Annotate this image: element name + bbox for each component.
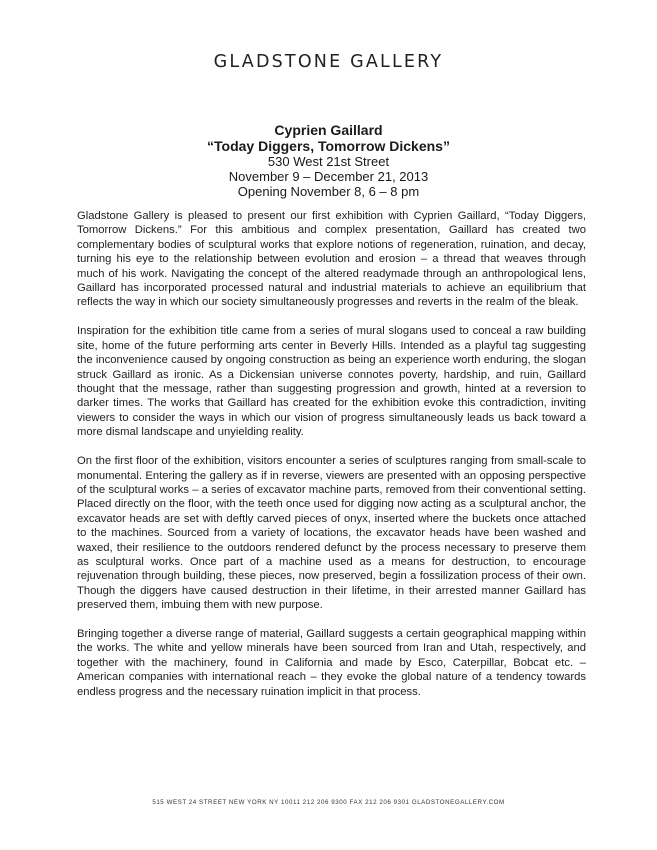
exhibition-header [0,122,657,199]
opening-reception: Opening November 8, 6 – 8 pm [237,184,420,199]
gallery-logo: GLADSTONE GALLERY [213,52,444,72]
body-paragraph: On the first floor of the exhibition, visitors encounter a series of sculptures ranging from small-scale to monumental. Entering the gallery as if in reverse, viewers are presented with an opposing perspective of the sculptural works – a series of excavator machine parts, removed from their conventional setting. Placed directly on the floor, with the teeth once used for digging now acting as a sculptural anchor, the excavator heads are set with deftly carved pieces of onyx, inserted where the buckets once attached to the machines. Sourced from a variety of locations, the excavator heads have been washed and waxed, their resilience to the outdoors rendered defunct by the process necessary to preserve them as sculptural works. Once part of a machine used as a means for destruction, to encourage rejuvenation through building, these pieces, now preserved, begin a fossilization process of their own. Though the diggers have caused destruction in their lifetime, in their arrested manner Gaillard has preserved them, imbuing them with new purpose. [77,455,586,612]
gallery-contact-footer: 515 WEST 24 STREET NEW YORK NY 10011 212 206 9300 FAX 212 206 9301 GLADSTONEGALLERY.COM [152,799,505,806]
body-paragraph: Gladstone Gallery is pleased to present our first exhibition with Cyprien Gaillard, “Today Diggers, Tomorrow Dickens.” For this ambitious and complex presentation, Gaillard has created two complementary bodies of sculptural works that explore notions of regeneration, ruination, and decay, turning his eye to the relationship between evolution and erosion – a thread that weaves through much of his work. Navigating the concept of the altered readymade through an anthropological lens, Gaillard has incorporated processed natural and industrial materials to achieve an equilibrium that reflects the way in which our society simultaneously progresses and reverts in the realm of the bleak. [77,210,586,309]
exhibition-address: 530 West 21st Street [267,154,390,169]
exhibition-title: “Today Diggers, Tomorrow Dickens” [207,138,450,154]
exhibition-dates: November 9 – December 21, 2013 [228,169,429,184]
artist-name: Cyprien Gaillard [274,122,383,138]
press-release-body [77,209,586,714]
body-paragraph: Bringing together a diverse range of material, Gaillard suggests a certain geographical mapping within the works. The white and yellow minerals have been sourced from Iran and Utah, respectively, and together with the machinery, found in California and made by Esco, Caterpillar, Bobcat etc. – American companies with international reach – they evoke the global nature of a tendency towards endless progress and the necessary ruination implicit in that process. [77,628,586,698]
body-paragraph: Inspiration for the exhibition title came from a series of mural slogans used to conceal a raw building site, home of the future performing arts center in Beverly Hills. Intended as a playful tag suggesting the inconvenience caused by ongoing construction as being an experience worth enduring, the slogan struck Gaillard as ironic. As a Dickensian universe connotes poverty, hardship, and ruin, Gaillard thought that the message, rather than suggesting progression and growth, hinted at a reversion to darker times. The works that Gaillard has created for the exhibition evoke this contradiction, inviting viewers to consider the ways in which our vision of progress simultaneously leads us back toward a more dismal landscape and unyielding reality. [77,325,586,439]
